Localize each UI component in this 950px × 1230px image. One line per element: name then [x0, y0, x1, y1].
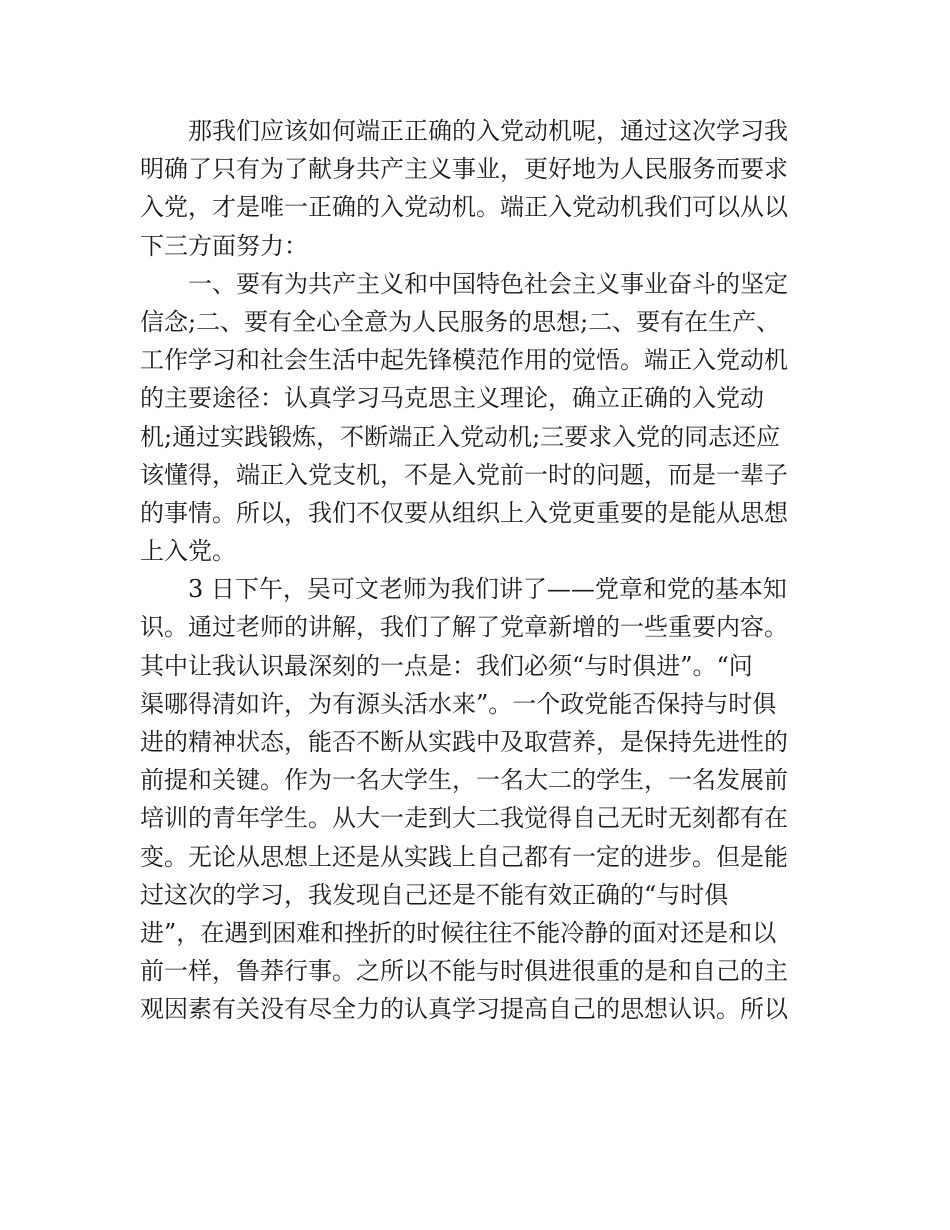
paragraph-line: 其中让我认识最深刻的一点是：我们必须“与时俱进”。“问	[140, 651, 753, 680]
paragraph-line: 的主要途径：认真学习马克思主义理论，确立正确的入党动	[140, 384, 764, 413]
paragraph-line: 那我们应该如何端正正确的入党动机呢，通过这次学习我	[188, 117, 788, 145]
paragraph-line: 一、要有为共产主义和中国特色社会主义事业奋斗的坚定	[188, 269, 788, 298]
paragraph-line: 过这次的学习，我发现自己还是不能有效正确的“与时俱	[140, 880, 729, 909]
paragraph-2	[140, 265, 820, 571]
paragraph-line: 渠哪得清如许，为有源头活水来”。一个政党能否保持与时俱	[140, 689, 777, 718]
paragraph-line: 培训的青年学生。从大一走到大二我觉得自己无时无刻都有在	[140, 804, 788, 833]
paragraph-line: 的事情。所以，我们不仅要从组织上入党更重要的是能从思想	[140, 498, 788, 527]
paragraph-line: 该懂得，端正入党支机，不是入党前一时的问题，而是一辈子	[140, 460, 788, 489]
paragraph-line: 入党，才是唯一正确的入党动机。端正入党动机我们可以从以	[140, 193, 788, 222]
paragraph-line: 工作学习和社会生活中起先锋模范作用的觉悟。端正入党动机	[140, 346, 788, 375]
paragraph-line: 进的精神状态，能否不断从实践中及取营养，是保持先进性的	[140, 728, 788, 756]
paragraph-line: 信念;二、要有全心全意为人民服务的思想;二、要有在生产、	[140, 307, 781, 336]
paragraph-3	[140, 570, 820, 1028]
paragraph-line: 3 日下午，吴可文老师为我们讲了——党章和党的基本知	[188, 575, 787, 604]
paragraph-line: 前一样，鲁莽行事。之所以不能与时俱进很重的是和自己的主	[140, 957, 788, 986]
paragraph-line: 明确了只有为了献身共产主义事业，更好地为人民服务而要求	[140, 155, 788, 184]
paragraph-line: 观因素有关没有尽全力的认真学习提高自己的思想认识。所以	[140, 995, 788, 1024]
paragraph-line: 进”，在遇到困难和挫折的时候往往不能冷静的面对还是和以	[140, 918, 777, 947]
paragraph-line: 上入党。	[140, 537, 236, 566]
paragraph-line: 前提和关键。作为一名大学生，一名大二的学生，一名发展前	[140, 766, 788, 795]
paragraph-line: 机;通过实践锻炼，不断端正入党动机;三要求入党的同志还应	[140, 422, 781, 451]
body-text	[140, 112, 820, 1029]
paragraph-1	[140, 112, 820, 265]
paragraph-line: 变。无论从思想上还是从实践上自己都有一定的进步。但是能	[140, 842, 788, 871]
paragraph-line: 识。通过老师的讲解，我们了解了党章新增的一些重要内容。	[140, 613, 788, 642]
paragraph-line: 下三方面努力：	[140, 231, 308, 260]
